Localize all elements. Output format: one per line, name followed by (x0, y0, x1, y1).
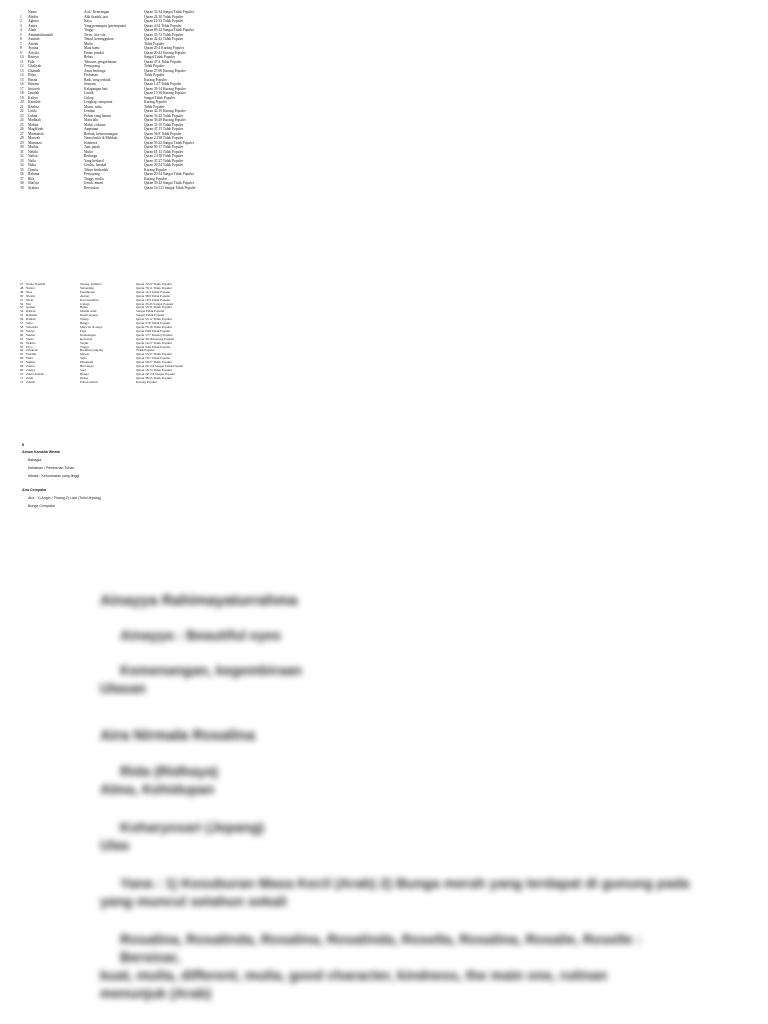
table-cell: Nuha (28, 163, 36, 167)
table-cell: Quran 56:27 Tidak Populer (136, 361, 172, 365)
table-cell: 68 (20, 365, 24, 369)
table-cell: Syakira (28, 185, 39, 190)
table-cell: Kurang Populer (144, 176, 167, 181)
table-cell: 53 (20, 306, 24, 310)
table-cell: Ibtisam (28, 82, 39, 86)
table-cell: Barirya (28, 55, 39, 59)
table-cell: Quran 33:22 Tidak Populer (144, 113, 184, 118)
table-cell: Tinggi (84, 28, 94, 32)
list-item: Bahagia (28, 458, 42, 462)
table-cell: Sangat Tidak Populer (144, 55, 175, 59)
table-cell: Nazira (26, 286, 35, 290)
blurred-line: Ulas (100, 837, 130, 853)
table-cell: Tidak Populer (144, 64, 165, 68)
table-cell: Nisfa (26, 298, 34, 302)
table-cell: Kelapangan hati (84, 86, 108, 91)
table-cell: 30 (20, 145, 24, 149)
table-cell: Quran 3:77 Kurang Populer (136, 333, 173, 337)
table-cell: Istimewa (84, 140, 98, 145)
table-cell: 16 (20, 82, 24, 86)
table-cell: Sabiya (26, 329, 35, 333)
table-cell: Tekad, kesungguhan (84, 37, 114, 41)
table-cell: Quran 2:158 Tidak Populer (144, 136, 184, 140)
table-cell: Sebanding (80, 286, 94, 290)
table-cell: Suci (80, 368, 86, 372)
table-cell: Mata kami (84, 46, 100, 50)
table-cell: 34 (20, 163, 24, 167)
table-cell: Senyum (84, 82, 96, 86)
table-cell: Quran 14:33 Tidak Populer (144, 19, 184, 23)
table-cell: 18 (20, 91, 24, 95)
table-cell: Quran 35:31 Tidak Populer (136, 306, 172, 310)
table-cell: 63 (20, 345, 24, 349)
table-cell: Fida (28, 59, 35, 64)
table-cell: 51 (20, 298, 24, 302)
section-aiman (22, 450, 79, 479)
table-cell: Cantik (84, 91, 94, 95)
table-cell: Rasa keadilan (80, 298, 99, 302)
blurred-item (100, 818, 700, 854)
table-cell: Yang berhasil (84, 158, 104, 163)
table-cell: Wardah (26, 353, 37, 357)
table-cell: Penyayang (84, 64, 100, 68)
table-cell: Quran 27:69 Kurang Populer (144, 68, 186, 73)
table-cell: Masa lalu (84, 118, 99, 122)
table-cell: Sangat Tidak Populer (136, 314, 165, 318)
table-cell: Maghfirah (28, 127, 44, 131)
blurred-paragraph (100, 874, 700, 910)
table-cell: 33 (20, 158, 24, 163)
table-cell: Cukup (84, 95, 94, 100)
table-cell: Quran 15:38 Kurang Populer (144, 91, 186, 95)
table-cell: 12 (20, 64, 24, 68)
table-cell: 36 (20, 172, 24, 176)
table-cell: Quran 20:131 Sangat Populer (136, 372, 176, 376)
table-cell: Nur (26, 302, 32, 306)
table-cell: Sangat Tidak Populer (144, 95, 175, 100)
table-row (20, 186, 750, 191)
table-cell: Quran 14:27 Tidak Populer (136, 341, 172, 345)
table-cell: Tekun beribadah (84, 167, 108, 172)
table-cell: Sakina (26, 333, 35, 337)
table-cell: Mata air di surga (80, 325, 103, 329)
table-cell: Rifa (28, 176, 35, 181)
table-cell: Qonita (28, 167, 38, 172)
table-cell: Terus, cita-cita (84, 32, 106, 37)
table-cell: Naura Nasifah (26, 283, 46, 286)
section-title: Aiman Kamalia Wirata (22, 450, 60, 454)
blurred-heading: Ainayya Rahimayaturrahma (100, 592, 298, 609)
table-cell: Quran 47:4 Tidak Populer (144, 59, 182, 64)
table-2-body (20, 283, 750, 385)
table-cell: Pagi (80, 329, 86, 333)
table-cell: Sangat Tidak Populer (136, 310, 165, 314)
table-cell: Quran 16:121 Sangat Tidak Populer (144, 185, 196, 190)
table-cell: Quran 36:28 Kurang Populer (144, 118, 186, 122)
table-cell: Kurang Populer (144, 100, 167, 104)
table-cell: Naila (28, 158, 36, 163)
table-cell: 11 (20, 59, 24, 64)
table-cell: 50 (20, 294, 24, 298)
table-cell: Quran 76:18 Tidak Populer (136, 325, 172, 329)
table-cell: Quran 55:37 Tidak Populer (136, 353, 172, 357)
table-cell: 65 (20, 353, 24, 357)
table-cell: Quran 59:22 Sangat Tidak Populer (144, 140, 194, 145)
table-cell: 57 (20, 322, 24, 326)
table-cell: Kaya (84, 19, 92, 23)
blurred-item: Ainayya : Beautiful eyes (120, 627, 282, 643)
table-1-body (20, 10, 750, 190)
table-cell: Quran 39:22 Sangat Tidak Populer (144, 181, 194, 185)
table-cell: Kurang Populer (144, 77, 167, 82)
table-cell: Kafiya (28, 95, 38, 100)
table-cell: Quran 14:4 Tidak Populer (136, 290, 171, 294)
table-cell: 5 (20, 32, 22, 37)
table-cell: Quran 76:11 Tidak Populer (136, 286, 172, 290)
table-cell: Mawar (80, 353, 90, 357)
table-cell: Arsyila (28, 50, 39, 55)
table-cell: Kurang Populer (136, 380, 157, 384)
table-cell: Mulia (84, 41, 93, 46)
table-cell: Mulia (84, 149, 93, 154)
table-cell: Quran 90:17 Tidak Populer (144, 145, 184, 149)
table-cell: Ghaliyah (28, 64, 42, 68)
table-cell: Kurang Populer (144, 167, 167, 172)
blurred-line: menunjuk (Arab) (100, 985, 212, 1001)
table-cell: Quran 25:45 Sangat Populer (136, 302, 174, 306)
table-cell: Tidak Populer (144, 104, 165, 109)
table-cell: 37 (20, 176, 24, 181)
table-cell: Mumtaza (28, 140, 42, 145)
table-cell: Berharga (84, 154, 98, 158)
table-cell: Dekat (80, 376, 88, 380)
table-cell: Zulfa (26, 376, 34, 380)
table-cell: Quran 33:72 Tidak Populer (144, 32, 184, 37)
table-cell: Kamilah (28, 100, 41, 104)
table-cell: Tidak Populer (144, 41, 165, 46)
table-cell: Baik, yang terbaik (84, 77, 111, 82)
table-cell: 39 (20, 185, 24, 190)
table-cell: Ghaniah (28, 68, 41, 73)
table-cell: Yang pemimpin (perempuan) (84, 23, 127, 28)
table-cell: Quran 3:76 Tidak Populer (136, 322, 171, 326)
table-cell: Tidak Populer (144, 73, 165, 77)
table-cell: Pintar, pandai (84, 50, 104, 55)
table-cell: Wangi (80, 318, 89, 322)
table-cell: Lengkap, sempurna (84, 100, 113, 104)
table-cell: 60 (20, 333, 24, 337)
table-cell: Tebusan, pengorbanan (84, 59, 117, 64)
table-cell: Quran 79:22 Tidak Populer (136, 283, 172, 286)
table-cell: Aynina (28, 46, 39, 50)
table-cell: Quran 47:27 Tidak Populer (144, 158, 184, 163)
table-cell: Quran 55:12 Tidak Populer (136, 318, 172, 322)
table-cell: 32 (20, 154, 24, 158)
table-cell: 10 (20, 55, 24, 59)
table-cell: Husna (28, 77, 38, 82)
table-cell: Quran 61:13 Tidak Populer (144, 149, 184, 154)
table-cell: Quran 38:6 Tidak Populer (136, 294, 171, 298)
table-cell: Umairah (26, 349, 38, 353)
table-cell: 25 (20, 122, 24, 127)
table-cell: 21 (20, 104, 24, 109)
table-cell: Amat berharga (84, 68, 106, 73)
table-cell: 22 (20, 109, 24, 113)
table-cell: Musim semi (80, 310, 97, 314)
table-cell: 29 (20, 140, 24, 145)
table-cell: 1 (20, 14, 22, 19)
table-cell: Aliah (28, 28, 36, 32)
table-cell: Rabiah (26, 310, 36, 314)
list-item: Aira : 1) Angin / Pinang 2) Laut (Turki/Jepang) (28, 496, 101, 500)
table-cell: Azimah (28, 37, 40, 41)
table-cell: Lubna (28, 113, 38, 118)
blurred-line: Rosalina, Rosalinda, Rosalina, Rosalinda, Rosella, Rosalina, Rosalie, Roselle : Bersinar, (120, 931, 642, 965)
table-cell: Zainab (26, 380, 36, 384)
table-cell: 24 (20, 118, 24, 122)
table-cell: Quran 2:158 Tidak Populer (144, 154, 184, 158)
table-cell: Quran 56:8 Tidak Populer (144, 131, 182, 136)
table-cell: 15 (20, 77, 24, 82)
table-cell: 62 (20, 341, 24, 345)
table-cell: 72 (20, 380, 24, 384)
table-cell: Wafa (26, 357, 33, 361)
table-cell: 26 (20, 127, 24, 131)
table-cell: Quran 33:34 Sangat Tidak Populer (144, 10, 194, 14)
table-cell: Jamilah (28, 91, 40, 95)
table-cell: Yumna (26, 361, 36, 365)
table-cell: 52 (20, 302, 24, 306)
name-meaning-table-1 (20, 10, 750, 190)
table-cell: 27 (20, 283, 24, 286)
blurred-paragraph (100, 930, 700, 1002)
table-cell: Ahli ibadah, taat (84, 14, 108, 19)
table-cell: Pohon yang harum (84, 113, 112, 118)
table-cell: Aghnia (28, 19, 39, 23)
table-cell: Setia (80, 357, 87, 361)
table-cell: Quran 20:54 Sangat Tidak Populer (144, 172, 194, 176)
table-cell: 6 (20, 37, 22, 41)
table-cell: 55 (20, 314, 24, 318)
table-cell: Jernih, murni (84, 181, 104, 185)
table-cell: Quran 42:43 Tidak Populer (144, 37, 184, 41)
table-cell: Arti / Keterangan (84, 10, 110, 14)
table-cell: Mahira (28, 122, 39, 127)
table-cell: Madhiah (28, 118, 41, 122)
table-cell: Muthia (28, 145, 39, 149)
list-item: Kebaikan / Pemberian Tuhan (28, 466, 75, 470)
table-cell: Taat, patuh (84, 145, 100, 149)
table-cell: Raihan (26, 318, 36, 322)
blurred-line: Rida (Ridhaya) (120, 763, 219, 779)
table-cell: Quran 47:15 Tidak Populer (144, 127, 184, 131)
table-cell: Tinggi, mulia (84, 176, 104, 181)
table-cell: 28 (20, 136, 24, 140)
table-cell: 71 (20, 376, 24, 380)
table-cell: 3 (20, 23, 22, 28)
table-cell: 54 (20, 310, 24, 314)
table-cell: 64 (20, 349, 24, 353)
list-item: Bunga Cempaka (28, 504, 55, 508)
table-cell: Pohon harum (80, 380, 98, 384)
table-cell: Quran 69:22 Sangat Tidak Populer (144, 28, 194, 32)
table-cell: Rahmah (26, 314, 37, 318)
table-cell: 14 (20, 73, 24, 77)
table-cell: Zakiya (26, 368, 36, 372)
blurred-line: Yana : 1) Kesuburan Masa Kecil (Arab) 2) Bunga merah yang terdapat di gunung pada (120, 875, 690, 891)
table-cell: 13 (20, 68, 24, 73)
table-cell: Lembut (84, 109, 96, 113)
blurred-item (100, 661, 700, 697)
table-cell: 31 (20, 149, 24, 154)
blurred-item (100, 762, 700, 798)
table-cell: Aturan (80, 294, 90, 298)
table-cell: Quran 42:19 Kurang Populer (144, 109, 186, 113)
table-cell: Amanatulmuniah (28, 32, 53, 37)
table-cell: Insyirah (28, 86, 40, 91)
table-cell: Quran 6:96 Tidak Populer (136, 329, 171, 333)
table-cell: Salsabila (26, 325, 38, 329)
table-cell: Saila (26, 322, 33, 326)
table-cell: Tinggi (80, 345, 89, 349)
table-cell: Zahra Zahrah (26, 372, 44, 376)
table-cell: Nama (28, 10, 37, 14)
table-cell: Ulya (26, 345, 33, 349)
table-cell: Bulan (80, 306, 88, 310)
table-cell: Murni, tulus (84, 104, 102, 109)
table-cell: Azizah (28, 41, 39, 46)
table-cell: Penyayang (84, 172, 100, 176)
table-cell: Hilya (28, 73, 36, 77)
table-cell: 61 (20, 337, 24, 341)
table-cell: Berumur panjang (80, 349, 103, 353)
blurred-line: Alma, Kehidupan (100, 781, 215, 797)
table-cell: Quran 39:14 Kurang Populer (144, 86, 186, 91)
table-cell: 20 (20, 100, 24, 104)
table-cell: Bunga (80, 372, 89, 376)
table-cell: Nabila (28, 149, 38, 154)
table-cell: Ketenangan (80, 333, 96, 337)
table-cell: Marwah (28, 136, 40, 140)
table-cell: Cerdas, berakal (84, 163, 107, 167)
table-cell: Quran 9:40 Tidak Populer (136, 345, 171, 349)
table-cell: 23 (20, 113, 24, 118)
table-cell: Berkah, keberuntungan (84, 131, 118, 136)
table-cell: Perempuan (80, 290, 95, 294)
name-meaning-table-2 (20, 283, 750, 385)
list-item: Wirata : Kehormatan yang tinggi (28, 474, 80, 478)
table-cell: Nizam (26, 294, 35, 298)
table-cell: Tidak Populer (136, 349, 155, 353)
table-cell: 7 (20, 41, 22, 46)
table-cell: Terang, gembira (80, 283, 102, 286)
blurred-content (100, 592, 700, 1022)
table-cell: Abidin (28, 14, 38, 19)
table-cell: Quran 4:34 Tidak Populer (144, 23, 182, 28)
table-cell: Tsabita (26, 341, 36, 345)
table-cell: Nama bukit di Mekkah (84, 136, 118, 140)
table-cell: Diberkahi (80, 361, 94, 365)
table-cell: 35 (20, 167, 24, 172)
table-cell: Bunga (80, 322, 89, 326)
table-cell: Shafa (26, 337, 34, 341)
table-cell: Cahaya (80, 302, 90, 306)
blurred-line: Ulasan (100, 680, 146, 696)
table-cell: 2 (20, 19, 22, 23)
table-cell: 59 (20, 329, 24, 333)
table-cell: 48 (20, 286, 24, 290)
table-cell: 69 (20, 368, 24, 372)
table-cell: Nafisa (28, 154, 38, 158)
table-cell: Quran 20:131 Sangat Tidak Populer (136, 365, 184, 369)
table-cell: Bercahaya (80, 365, 94, 369)
table-cell: 27 (20, 131, 24, 136)
table-cell: Amira (28, 23, 38, 28)
blurred-line: yang muncul setahun sekali (100, 893, 287, 909)
table-cell: Qamar (26, 306, 35, 310)
section-title: Aira Cempaka (22, 488, 46, 492)
table-cell: Teguh (80, 341, 89, 345)
table-cell: Mahir, cekatan (84, 122, 106, 127)
table-cell: Maimunah (28, 131, 44, 136)
table-cell: Bersyukur (84, 185, 99, 190)
table-cell: 38 (20, 181, 24, 185)
blurred-heading: Aira Nirmala Rosalina (100, 727, 256, 744)
table-row (20, 381, 750, 385)
table-cell: 8 (20, 46, 22, 50)
table-cell: Quran 36:18 Kurang Populer (136, 337, 175, 341)
blurred-line: kuat, mulia, different, mulia, good character, kindness, the main one, rutinan (100, 967, 608, 983)
table-cell: Quran 20:54 Tidak Populer (144, 163, 184, 167)
table-cell: Quran 24:30 Tidak Populer (144, 14, 184, 19)
table-cell: Nisa (26, 290, 33, 294)
table-cell: Quran 31:10 Tidak Populer (144, 122, 184, 127)
table-cell: Quran 20:42 Kurang Populer (144, 50, 186, 55)
section-aira (22, 488, 101, 509)
table-cell: 19 (20, 95, 24, 100)
table-cell: Shafiya (28, 181, 39, 185)
table-cell: 17 (20, 86, 24, 91)
table-cell: Kasih sayang (80, 314, 98, 318)
table-cell: Zahira (26, 365, 35, 369)
table-cell: 4 (20, 28, 22, 32)
table-cell: 9 (20, 50, 22, 55)
table-cell: 70 (20, 372, 24, 376)
table-cell: Quran 20:4 Kurang Populer (144, 46, 185, 50)
table-cell: Ampunan (84, 127, 99, 131)
table-cell: Perhiasan (84, 73, 98, 77)
table-cell: Bebas (84, 55, 93, 59)
table-cell: 58 (20, 325, 24, 329)
blurred-line: Koharyosari (Jepang) (120, 819, 264, 835)
table-cell: 67 (20, 361, 24, 365)
table-cell: 49 (20, 290, 24, 294)
table-cell: Quran 1:47 Tidak Populer (144, 82, 182, 86)
table-cell: Quran 38:25 Tidak Populer (136, 376, 172, 380)
table-cell: Quran 16:9 Tidak Populer (136, 298, 171, 302)
table-cell: Khalisa (28, 104, 39, 109)
table-cell: Kesucian (80, 337, 93, 341)
table-cell: 56 (20, 318, 24, 322)
table-cell: Rahima (28, 172, 40, 176)
table-cell: Quran 18:74 Tidak Populer (136, 368, 172, 372)
table-cell: Quran 76:7 Tidak Populer (136, 357, 171, 361)
table-cell: Latifa (28, 109, 37, 113)
table-cell: 66 (20, 357, 24, 361)
blurred-line: Kemenangan, kegembiraan (120, 662, 303, 678)
section-marker: II (22, 442, 25, 447)
